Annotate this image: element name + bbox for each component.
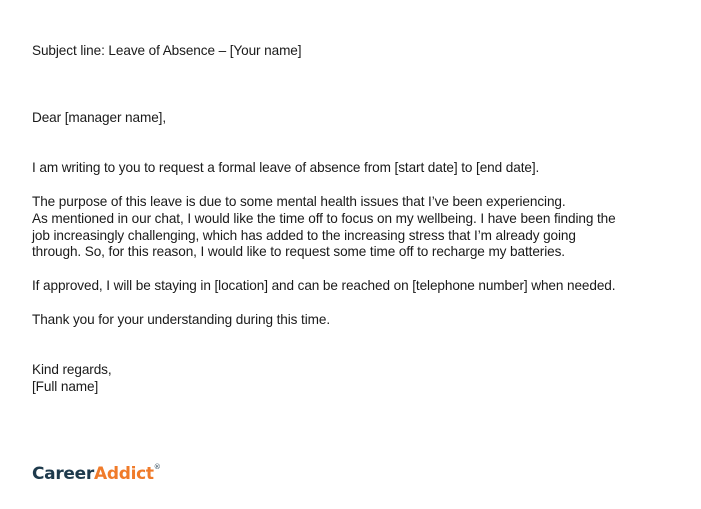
closing: Kind regards, [32,362,112,377]
logo-addict-text: Addict [93,464,154,484]
salutation: Dear [manager name], [32,110,167,125]
registered-mark-icon: ® [153,463,161,471]
paragraph-contact: If approved, I will be staying in [location] and can be reached on [telephone number] when needed. [32,278,616,293]
careeraddict-logo [32,464,160,484]
paragraph-purpose-line-2: As mentioned in our chat, I would like the time off to focus on my wellbeing. I have been finding the [32,211,616,226]
paragraph-request: I am writing to you to request a formal leave of absence from [start date] to [end date]. [32,160,540,175]
paragraph-thanks: Thank you for your understanding during this time. [32,312,331,327]
logo-career-text: Career [32,464,94,484]
paragraph-purpose-line-3: job increasingly challenging, which has added to the increasing stress that I’m already going [32,228,576,243]
signature: [Full name] [32,379,99,394]
paragraph-purpose-line-4: through. So, for this reason, I would like to request some time off to recharge my batteries. [32,244,565,259]
paragraph-purpose-line-1: The purpose of this leave is due to some mental health issues that I’ve been experiencing. [32,194,566,209]
subject-line: Subject line: Leave of Absence – [Your name] [32,43,302,58]
